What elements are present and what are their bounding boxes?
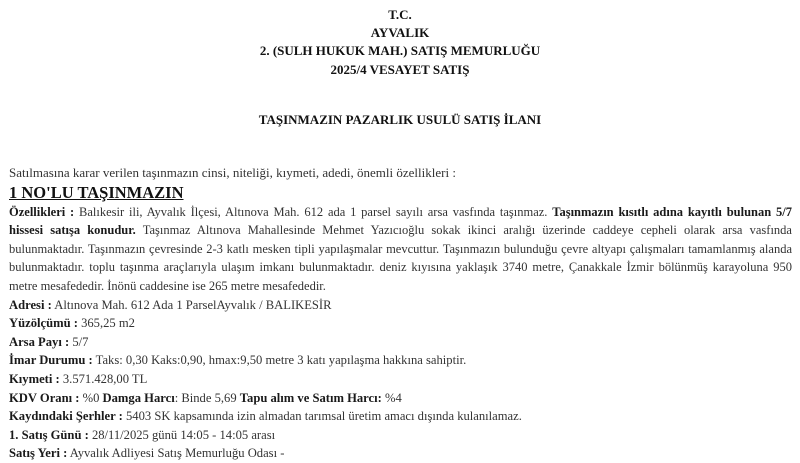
features-text-2: Taşınmaz Altınova Mahallesinde Mehmet Yazıcıoğlu sokak ikinci aralığı üzerinde caddeye cepheli olarak arsa vasfında bulunmaktadır. Taşınmazın çevresinde 2-3 katlı mesken tipli yapılaşmalar mevcuttur. Taşınmazın bulunduğu çevre altyapı çalışmaları tamamlanmış alanda bulunmaktadır. toplu taşınma araçlarıyla ulaşım imkanı bulunmaktadır. deniz kıyısına yaklaşık 3740 metre, Çanakkale İzmir bölünmüş karayoluna 950 metre mesafededir. İnönü caddesine ise 265 metre mesafededir. xyxy=(9,223,792,293)
document-header xyxy=(0,6,800,79)
value-amount: 3.571.428,00 TL xyxy=(59,371,148,386)
notice-title: TAŞINMAZIN PAZARLIK USULÜ SATIŞ İLANI xyxy=(258,112,542,127)
header-office: 2. (SULH HUKUK MAH.) SATIŞ MEMURLUĞU xyxy=(259,43,541,59)
header-case-number: 2025/4 VESAYET SATIŞ xyxy=(330,61,470,77)
features-text-1: Balıkesir ili, Ayvalık İlçesi, Altınova Mah. 612 ada 1 parsel sayılı arsa vasfında taşınmaz. xyxy=(74,204,553,219)
share-label: Arsa Payı : xyxy=(9,334,70,349)
stamp-duty-label: Damga Harcı xyxy=(102,390,175,405)
address-row xyxy=(9,296,792,315)
tax-row xyxy=(9,389,792,408)
share-value: 5/7 xyxy=(69,334,89,349)
sale-place-value: Ayvalık Adliyesi Satış Memurluğu Odası - xyxy=(67,446,285,461)
kdv-label: KDV Oranı : xyxy=(9,390,80,405)
property-heading: 1 NO'LU TAŞINMAZIN xyxy=(9,182,184,202)
features-label: Özellikleri : xyxy=(9,204,75,219)
zoning-value: Taks: 0,30 Kaks:0,90, hmax:9,50 metre 3 katı yapılaşma hakkına sahiptir. xyxy=(92,353,467,368)
zoning-row xyxy=(9,351,792,370)
deed-fee-label: Tapu alım ve Satım Harcı: xyxy=(239,390,382,405)
value-label: Kıymeti : xyxy=(9,371,60,386)
zoning-label: İmar Durumu : xyxy=(9,353,93,368)
encumbrance-label: Kaydındaki Şerhler : xyxy=(9,409,123,424)
address-value: Altınova Mah. 612 Ada 1 ParselAyvalık / BALIKESİR xyxy=(51,297,332,312)
sale-place-row xyxy=(9,444,792,463)
encumbrance-row xyxy=(9,407,792,426)
stamp-duty-value: : Binde 5,69 xyxy=(174,390,240,405)
features-bold-text: Taşınmazın kısıtlı adına kayıtlı bulunan 5/7 hissesi satışa konudur. xyxy=(9,204,792,238)
header-city: AYVALIK xyxy=(370,25,430,41)
address-label: Adresi : xyxy=(9,297,52,312)
kdv-value: %0 xyxy=(79,390,103,405)
value-row xyxy=(9,370,792,389)
area-row xyxy=(9,314,792,333)
notice-body xyxy=(9,164,792,463)
sale-day-label: 1. Satış Günü : xyxy=(9,427,89,442)
area-value: 365,25 m2 xyxy=(77,316,135,331)
encumbrance-value: 5403 SK kapsamında izin almadan tarımsal üretim amacı dışında kulanılamaz. xyxy=(122,409,522,424)
deed-fee-value: %4 xyxy=(381,390,402,405)
share-row xyxy=(9,333,792,352)
intro-text: Satılmasına karar verilen taşınmazın cinsi, niteliği, kıymeti, adedi, önemli özellikleri : xyxy=(9,165,456,180)
sale-place-label: Satış Yeri : xyxy=(9,446,68,461)
sale-day-row xyxy=(9,426,792,445)
header-tc: T.C. xyxy=(388,7,412,22)
area-label: Yüzölçümü : xyxy=(9,316,78,331)
sale-day-value: 28/11/2025 günü 14:05 - 14:05 arası xyxy=(88,427,276,442)
features-paragraph xyxy=(9,203,792,296)
